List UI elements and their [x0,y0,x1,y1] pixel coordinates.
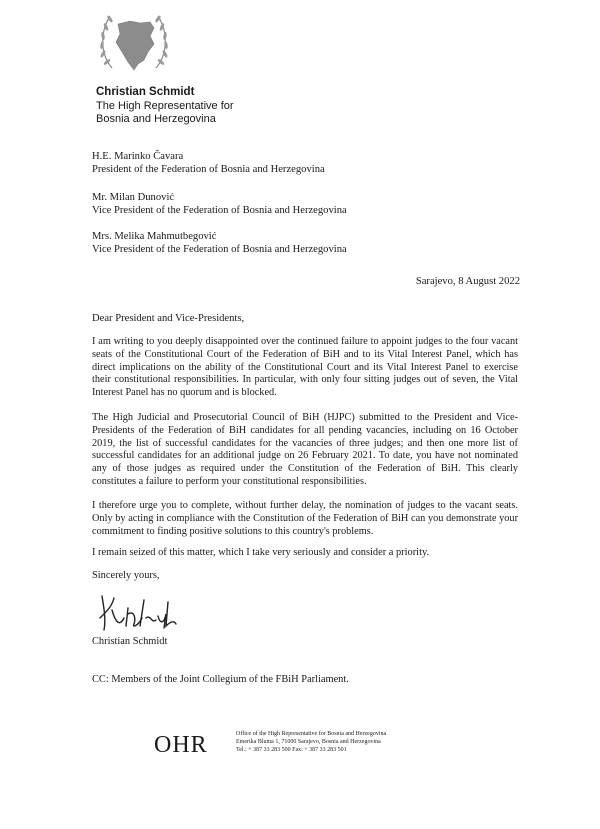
recipient-name: Mr. Milan Dunović [92,192,175,203]
footer-office: Office of the High Representative for Bosnia and Herzegovina [236,731,387,737]
footer-street: Emerika Bluma 1, 71000 Sarajevo, Bosnia and Herzegovina [236,738,381,745]
recipient-vice-president-2 [92,230,347,256]
remain-line: I remain seized of this matter, which I take very seriously and consider a priority. [92,547,430,558]
body-paragraph-3: I therefore urge you to complete, without further delay, the nomination of judges to the vacant seats. Only by acting in compliance with the Constitution of the Federation of BiH can you demonstrate your commitment to finding positive solutions to this country's problems. [92,500,518,537]
body-paragraph-1: I am writing to you deeply disappointed over the continued failure to appoint judges to the four vacant seats of the Constitutional Court of the Federation of BiH and to its Vital Interest Panel, which has direct implications on the ability of the Constitutional Court and its Vital Interest Panel to exercise their constitutional responsibilities. In particular, with only four sitting judges out of seven, the Vital Interest Panel has no quorum and is blocked. [92,336,518,399]
recipient-role: Vice President of the Federation of Bosnia and Herzegovina [92,244,347,255]
sender-title-line1: The High Representative for [96,100,234,112]
salutation: Dear President and Vice-Presidents, [92,313,245,324]
footer-phone: Tel.: + 387 33 283 500 Fax: + 387 33 283 501 [236,746,347,753]
body-paragraph-2: The High Judicial and Prosecutorial Council of BiH (HJPC) submitted to the President and Vice-Presidents of the Federation of BiH candidates for all pending vacancies, including on 16 October 2019, the list of successful candidates for the vacancies of three judges; and then one more list of successful candidates for an additional judge on 26 February 2021. To date, you have not nominated any of those judges as required under the Constitution of the Federation of BiH. This clearly constitutes a failure to perform your constitutional responsibilities. [92,412,518,487]
ohr-logo: OHR [154,732,208,758]
recipient-vice-president-1 [92,191,347,217]
recipient-name: H.E. Marinko Čavara [92,151,184,162]
recipient-role: President of the Federation of Bosnia and Herzegovina [92,164,325,175]
footer-address [236,731,386,754]
ohr-emblem-icon [94,6,174,80]
sender-title-line2: Bosnia and Herzegovina [96,113,216,125]
cc-line: CC: Members of the Joint Collegium of the FBiH Parliament. [92,674,349,685]
signature-name: Christian Schmidt [92,636,168,647]
recipient-name: Mrs. Melika Mahmutbegović [92,231,217,242]
recipient-role: Vice President of the Federation of Bosnia and Herzegovina [92,205,347,216]
closing: Sincerely yours, [92,570,160,581]
sender-name: Christian Schmidt [96,86,195,98]
recipient-president [92,150,325,176]
letter-date: Sarajevo, 8 August 2022 [415,276,520,287]
handwritten-signature-icon [94,588,184,632]
